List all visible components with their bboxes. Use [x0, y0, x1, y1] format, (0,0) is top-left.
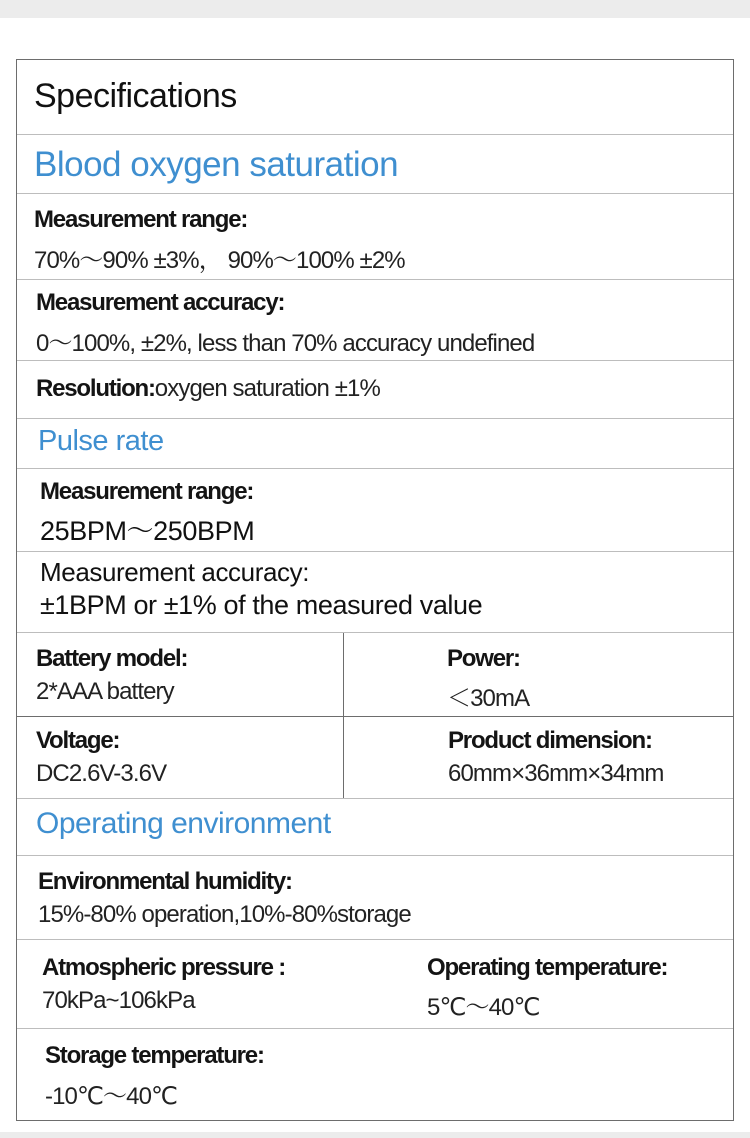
page-title: Specifications — [34, 77, 237, 115]
operating-temperature-label: Operating temperature: — [427, 954, 668, 981]
storage-temperature-value: -10℃〜40℃ — [45, 1083, 178, 1110]
storage-row — [17, 1029, 733, 1120]
pressure-temperature-row — [17, 940, 733, 1029]
pressure-label: Atmospheric pressure : — [42, 954, 286, 981]
title-row — [17, 60, 733, 135]
spo2-range-label: Measurement range: — [34, 206, 248, 233]
battery-power-row — [17, 633, 733, 717]
spo2-accuracy-value: 0〜100%, ±2%, less than 70% accuracy undefined — [36, 330, 535, 357]
resolution-label: Resolution: — [36, 375, 155, 402]
column-divider — [343, 633, 344, 716]
battery-label: Battery model: — [36, 645, 188, 672]
pulse-rate-heading-row — [17, 419, 733, 469]
spo2-accuracy-row — [17, 280, 733, 361]
pulse-range-row — [17, 469, 733, 552]
specifications-table — [16, 59, 734, 1121]
battery-value: 2*AAA battery — [36, 678, 174, 705]
spo2-range-row — [17, 194, 733, 280]
voltage-dimension-row — [17, 717, 733, 799]
pressure-value: 70kPa~106kPa — [42, 987, 195, 1014]
resolution-line — [36, 375, 380, 403]
humidity-value: 15%-80% operation,10%-80%storage — [38, 901, 411, 928]
power-label: Power: — [447, 645, 520, 672]
pulse-accuracy-label: Measurement accuracy: — [40, 557, 310, 587]
resolution-value: oxygen saturation ±1% — [154, 375, 380, 402]
operating-temperature-value: 5℃〜40℃ — [427, 994, 540, 1021]
resolution-row — [17, 361, 733, 419]
voltage-label: Voltage: — [36, 727, 120, 754]
environment-heading-row — [17, 799, 733, 856]
column-divider — [343, 717, 344, 798]
pulse-rate-heading: Pulse rate — [38, 425, 164, 457]
blood-oxygen-heading-row — [17, 135, 733, 194]
pulse-range-label: Measurement range: — [40, 478, 254, 505]
spo2-range-value: 70%〜90% ±3%， 90%〜100% ±2% — [34, 247, 405, 274]
voltage-value: DC2.6V-3.6V — [36, 760, 167, 787]
storage-temperature-label: Storage temperature: — [45, 1042, 264, 1069]
pulse-range-value: 25BPM〜250BPM — [40, 516, 255, 546]
humidity-row — [17, 856, 733, 940]
dimension-label: Product dimension: — [448, 727, 652, 754]
page-sheet — [0, 18, 750, 1132]
power-value: ＜30mA — [447, 685, 530, 712]
pulse-accuracy-row — [17, 552, 733, 633]
pulse-accuracy-value: ±1BPM or ±1% of the measured value — [40, 590, 483, 620]
humidity-label: Environmental humidity: — [38, 868, 292, 895]
environment-heading: Operating environment — [36, 807, 331, 840]
dimension-value: 60mm×36mm×34mm — [448, 760, 664, 787]
spo2-accuracy-label: Measurement accuracy: — [36, 289, 285, 316]
blood-oxygen-heading: Blood oxygen saturation — [34, 145, 399, 184]
